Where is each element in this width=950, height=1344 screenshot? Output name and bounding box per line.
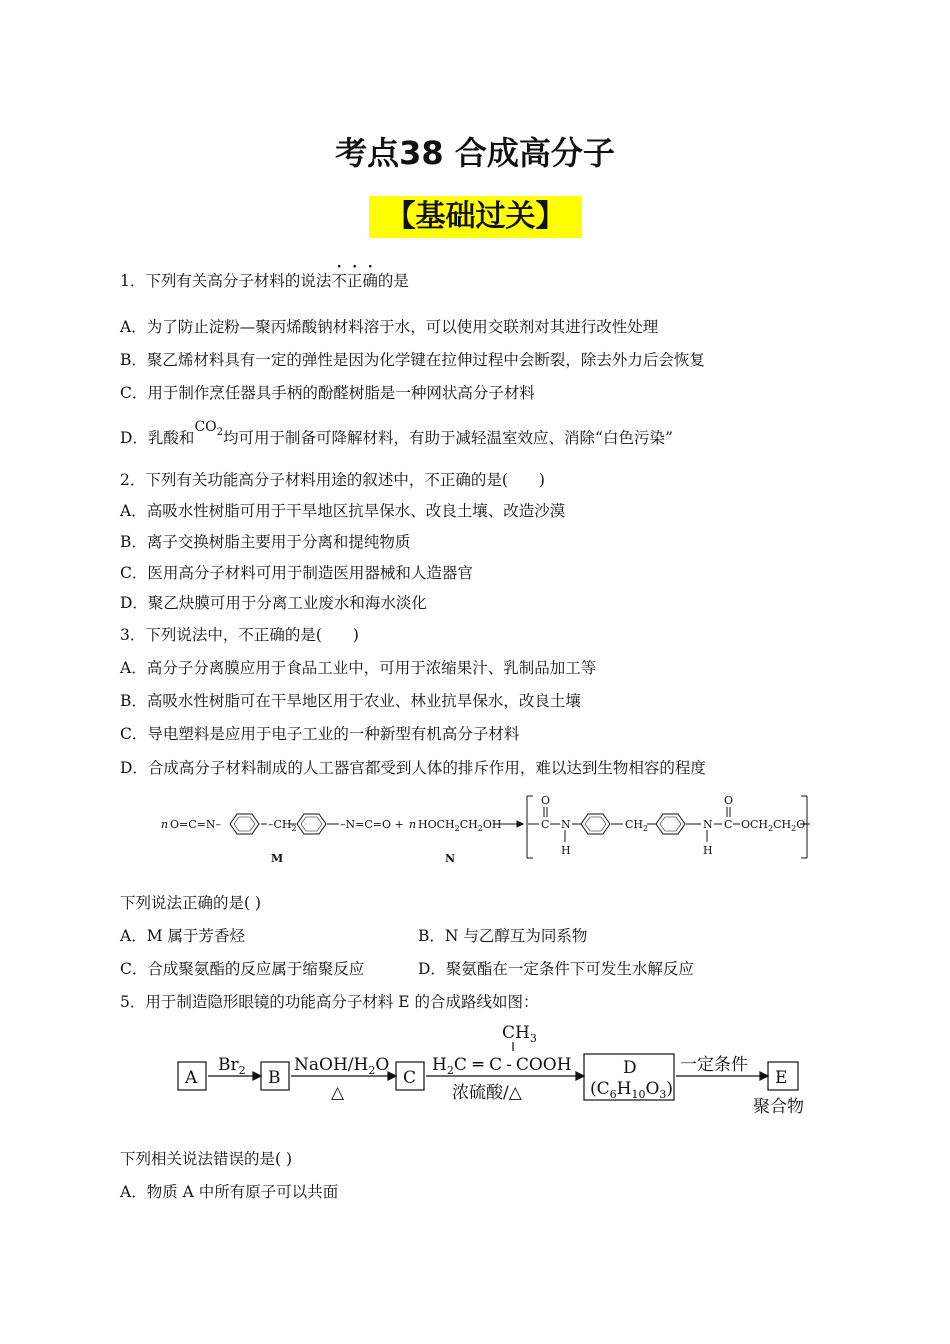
q3-option-b: B．高吸水性树脂可在干旱地区用于农业、林业抗旱保水，改良土壤: [120, 692, 581, 710]
diol-sub2: 2: [477, 824, 483, 833]
q1-emphasis: [331, 272, 378, 290]
h2c-h: H: [432, 1055, 447, 1075]
diol-2: CH: [459, 818, 478, 831]
polymer-bracket-left: [527, 796, 533, 858]
q1-stem-end: 的是: [377, 272, 409, 290]
p-tail-sub1: 2: [768, 824, 774, 833]
q1-d-prefix: D．乳酸和: [120, 429, 195, 447]
q4-option-a: A．M 属于芳香烃: [120, 927, 245, 945]
p-n2: N: [703, 818, 713, 831]
q4-option-b: B．N 与乙醇互为同系物: [418, 927, 588, 945]
q2-option-b: B．离子交换树脂主要用于分离和提纯物质: [120, 533, 411, 551]
p-ch2-sub: 2: [643, 824, 649, 833]
cooh-text: COOH: [515, 1055, 572, 1075]
p-tail-1: OCH: [741, 818, 769, 831]
emphasized-char: 不: [331, 272, 347, 290]
co2-formula: [194, 419, 224, 438]
naoh-sub: 2: [368, 1064, 376, 1077]
br-text: Br: [218, 1055, 239, 1075]
p-ch2-text: CH: [625, 818, 644, 831]
p-tail: [741, 818, 805, 833]
d-f-s3: 3: [659, 1088, 667, 1101]
label-n: N: [445, 852, 456, 865]
emphasized-char: 正: [346, 272, 363, 290]
isocyanate-right: –N=C=O +: [340, 818, 404, 831]
benzene-ring-2: [297, 814, 326, 834]
condition-label: 一定条件: [680, 1055, 748, 1075]
diol-1: HOCH: [418, 818, 455, 831]
d-f-2: H: [616, 1079, 632, 1099]
q3-option-d: D．合成高分子材料制成的人工器官都受到人体的排斥作用，难以达到生物相容的程度: [120, 759, 706, 777]
co2-sub: 2: [216, 426, 224, 438]
d-f-s2: 10: [631, 1088, 646, 1101]
reagent-naoh: [294, 1055, 389, 1077]
benzene-ring-3: [581, 814, 610, 834]
q4-option-d: D．聚氨酯在一定条件下可发生水解反应: [418, 960, 694, 978]
benzene-ring-4: [656, 814, 685, 834]
q1-option-a: A．为了防止淀粉—聚丙烯酸钠材料溶于水，可以使用交联剂对其进行改性处理: [120, 318, 659, 336]
q2-option-c: C．医用高分子材料可用于制造医用器械和人造器官: [120, 564, 473, 582]
p-tail-sub2: 2: [791, 824, 797, 833]
co2-co: CO: [194, 419, 217, 435]
p-c2: C: [724, 818, 733, 831]
label-d: D: [623, 1058, 637, 1078]
coef-n-1: n: [161, 818, 169, 831]
q5-stem: 5．用于制造隐形眼镜的功能高分子材料 E 的合成路线如图：: [120, 993, 539, 1011]
emphasized-char: 确: [362, 272, 378, 290]
p-o1: O: [541, 794, 551, 807]
label-c: C: [403, 1068, 417, 1088]
ch3-text: CH: [502, 1023, 530, 1043]
reagent-br2: [218, 1055, 246, 1077]
q1-stem: [120, 270, 409, 292]
page-title: 考点38 合成高分子: [335, 134, 615, 172]
q1-option-c: C．用于制作烹任器具手柄的酚醛树脂是一种网状高分子材料: [120, 384, 535, 402]
q3-option-a: A．高分子分离膜应用于食品工业中，可用于浓缩果汁、乳制品加工等: [120, 659, 597, 677]
q4-option-c: C．合成聚氨酯的反应属于缩聚反应: [120, 960, 365, 978]
p-tail-2: CH: [773, 818, 792, 831]
d-f-4: ): [666, 1079, 674, 1099]
q1-option-b: B．聚乙烯材料具有一定的弹性是因为化学键在拉伸过程中会断裂，除去外力后会恢复: [120, 351, 705, 369]
benzene-ring-1: [230, 814, 259, 834]
ch3-sub: 3: [529, 1032, 537, 1045]
diol-formula: [418, 818, 501, 833]
q3-option-c: C．导电塑料是应用于电子工业的一种新型有机高分子材料: [120, 725, 520, 743]
p-tail-3: O: [796, 818, 806, 831]
q4-stem: 下列说法正确的是( ): [120, 894, 262, 912]
q5-stem-2: 下列相关说法错误的是( ): [120, 1150, 293, 1168]
d-f-s1: 6: [609, 1088, 617, 1101]
diol-sub1: 2: [454, 824, 460, 833]
p-n1: N: [561, 818, 571, 831]
label-m: M: [271, 852, 284, 865]
methacrylic-acid: $H_2C$ ═ C - COOH: [432, 1055, 572, 1077]
coef-n-2: n: [409, 818, 417, 831]
q2-option-d: D．聚乙炔膜可用于分离工业废水和海水淡化: [120, 594, 427, 612]
polyurethane-reaction-diagram: [155, 792, 815, 870]
d-f-1: (C: [590, 1079, 610, 1099]
d-f-3: O: [645, 1079, 660, 1099]
q1-stem-text: 1．下列有关高分子材料的说法: [120, 272, 332, 290]
section-banner: 【基础过关】: [369, 196, 582, 238]
d-formula: [590, 1079, 673, 1101]
q1-option-d: [120, 419, 673, 456]
ch2-text: –CH: [268, 818, 292, 831]
methyl-group: [502, 1023, 537, 1045]
q2-option-a: A．高吸水性树脂可用于干旱地区抗旱保水、改良土壤、改造沙漠: [120, 502, 566, 520]
catalyst-label: 浓硫酸/△: [452, 1083, 522, 1103]
q1-d-suffix: 均可用于制备可降解材料，有助于减轻温室效应、消除“白色污染”: [223, 429, 673, 447]
polymer-label: 聚合物: [753, 1097, 804, 1117]
label-a: A: [185, 1068, 198, 1088]
p-c1: C: [541, 818, 550, 831]
h2c-sub: 2: [446, 1064, 454, 1077]
double-bond: ═: [472, 1055, 484, 1075]
q3-stem: 3．下列说法中，不正确的是( ): [120, 626, 359, 644]
h2c-c: C: [453, 1055, 467, 1075]
diol-3: OH: [482, 818, 502, 831]
isocyanate-left: O=C=N–: [170, 818, 221, 831]
naoh-end: O: [375, 1055, 390, 1075]
methylene-text: [268, 818, 297, 833]
synthesis-route-diagram: [170, 1018, 820, 1120]
label-e: E: [775, 1068, 788, 1088]
q2-stem: 2．下列有关功能高分子材料用途的叙述中，不正确的是( ): [120, 471, 545, 489]
heat-symbol-1: △: [331, 1083, 345, 1103]
p-o2: O: [724, 794, 734, 807]
br-sub: 2: [238, 1064, 246, 1077]
p-h1: H: [561, 844, 571, 857]
q5-option-a: A．物质 A 中所有原子可以共面: [120, 1183, 339, 1201]
naoh-text: NaOH/H: [294, 1055, 369, 1075]
ch2-sub: 2: [291, 824, 297, 833]
label-b: B: [268, 1068, 281, 1088]
p-ch2: [625, 818, 648, 833]
p-h2: H: [703, 844, 713, 857]
central-c: C: [489, 1055, 503, 1075]
